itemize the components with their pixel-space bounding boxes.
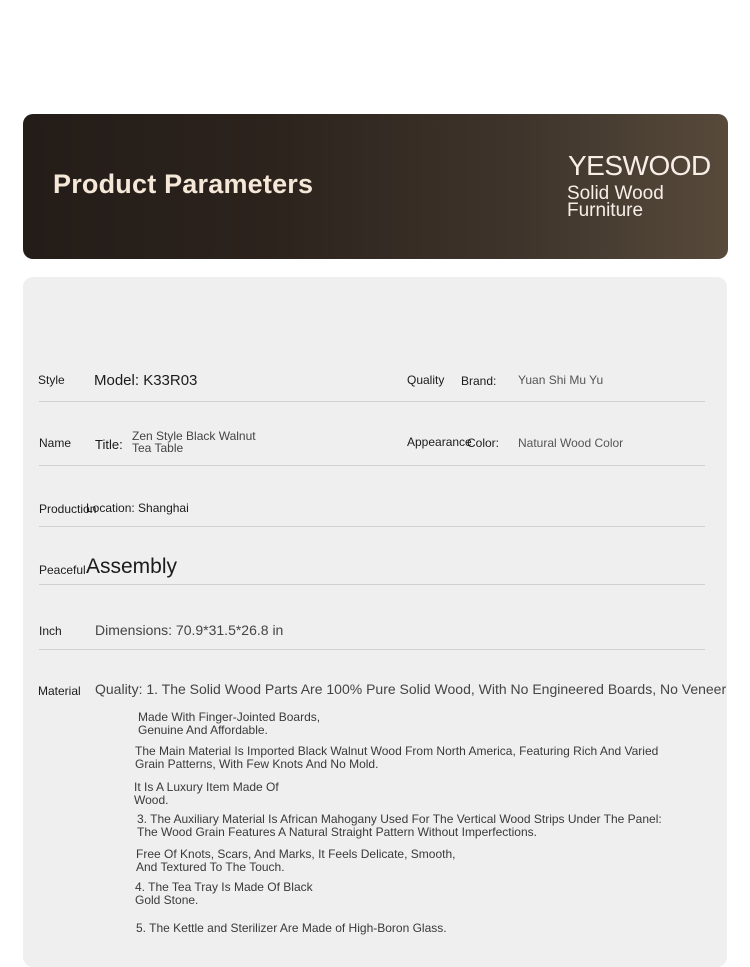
color-key: Color:	[467, 436, 500, 450]
row-divider	[39, 584, 705, 585]
title-value	[132, 430, 256, 454]
material-note: 5. The Kettle and Sterilizer Are Made of High-Boron Glass.	[136, 921, 447, 935]
brand-value: Yuan Shi Mu Yu	[518, 373, 604, 387]
material-label: Material	[38, 684, 81, 698]
material-note: 4. The Tea Tray Is Made Of Black Gold Stone.	[135, 880, 313, 907]
brand-tagline	[567, 185, 727, 219]
row-divider	[39, 649, 705, 650]
location-value: Location: Shanghai	[86, 501, 189, 515]
brand-key: Brand:	[461, 374, 497, 388]
quality-label: Quality	[407, 373, 445, 387]
row-divider	[39, 526, 705, 527]
dimensions-value: Dimensions: 70.9*31.5*26.8 in	[95, 622, 284, 638]
quality-text: Quality: 1. The Solid Wood Parts Are 100% Pure Solid Wood, With No Engineered Boards, No Veneer	[95, 681, 727, 697]
title-value-line2: Tea Table	[132, 441, 184, 455]
inch-label: Inch	[39, 624, 62, 638]
color-value: Natural Wood Color	[518, 436, 624, 450]
material-note: Free Of Knots, Scars, And Marks, It Feels Delicate, Smooth, And Textured To The Touch.	[136, 847, 456, 874]
title-key: Title:	[95, 437, 123, 452]
material-note: The Main Material Is Imported Black Walnut Wood From North America, Featuring Rich And Varied Grain Patterns, With Few Knots And No Mold.	[135, 744, 659, 771]
production-label: Production	[39, 502, 97, 516]
model-value: Model: K33R03	[94, 372, 198, 389]
material-note: Made With Finger-Jointed Boards, Genuine And Affordable.	[138, 710, 321, 737]
style-label: Style	[38, 373, 65, 387]
brand-tagline-line2: Furniture	[567, 200, 644, 221]
name-label: Name	[39, 436, 72, 450]
material-note: It Is A Luxury Item Made Of Wood.	[134, 780, 279, 807]
row-divider	[39, 401, 705, 402]
peaceful-label: Peaceful	[39, 563, 86, 577]
brand-logo: YESWOOD	[568, 150, 711, 181]
title-value-line1: Zen Style Black Walnut	[132, 429, 256, 443]
appearance-label: Appearance	[407, 435, 472, 449]
assembly-value: Assembly	[86, 555, 178, 578]
brand-tagline-line1: Solid Wood	[567, 183, 664, 204]
material-note: 3. The Auxiliary Material Is African Mahogany Used For The Vertical Wood Strips Under The Panel: The Wood Grain Features A Natural Straight Pattern Without Imperfections.	[137, 812, 662, 839]
banner-title: Product Parameters	[53, 169, 314, 199]
product-parameters-banner	[23, 114, 728, 259]
row-divider	[39, 465, 705, 466]
